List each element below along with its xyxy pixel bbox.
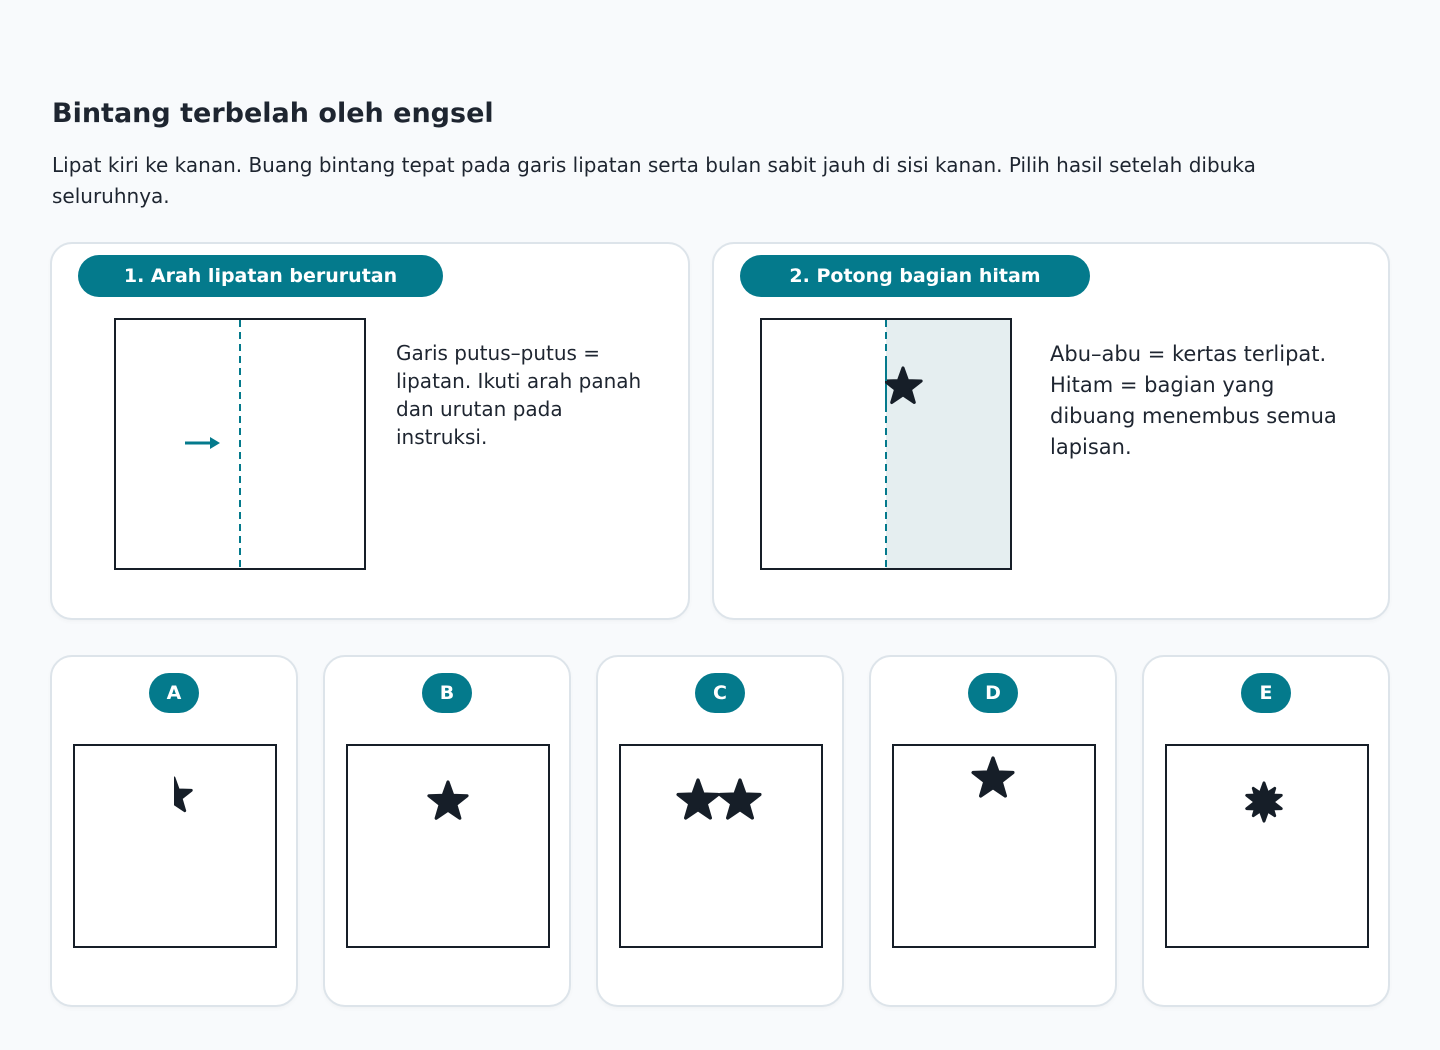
option-label-e: E	[1241, 673, 1291, 713]
fold-direction-panel	[50, 242, 690, 620]
option-c-result	[619, 744, 823, 948]
option-card-a[interactable]	[50, 655, 298, 1007]
option-label-a: A	[149, 673, 199, 713]
option-d-result	[892, 744, 1096, 948]
option-e-result	[1165, 744, 1369, 948]
option-label-d: D	[968, 673, 1018, 713]
option-card-d[interactable]	[869, 655, 1117, 1007]
option-card-c[interactable]	[596, 655, 844, 1007]
panel-header-fold-direction: 1. Arah lipatan berurutan	[78, 255, 443, 297]
option-label-b: B	[422, 673, 472, 713]
cut-diagram	[760, 318, 1012, 570]
option-card-e[interactable]	[1142, 655, 1390, 1007]
fold-diagram	[114, 318, 366, 570]
instruction-text: Lipat kiri ke kanan. Buang bintang tepat pada garis lipatan serta bulan sabit jauh di sisi kanan. Pilih hasil setelah dibuka seluruhnya.	[52, 153, 1256, 208]
folded-area	[886, 320, 1010, 568]
page-title: Bintang terbelah oleh engsel	[52, 98, 494, 129]
cut-panel	[712, 242, 1390, 620]
option-card-b[interactable]	[323, 655, 571, 1007]
fold-legend-text: Garis putus–putus = lipatan. Ikuti arah panah dan urutan pada instruksi.	[396, 341, 642, 449]
option-b-result	[346, 744, 550, 948]
option-a-result	[73, 744, 277, 948]
panel-header-cut: 2. Potong bagian hitam	[740, 255, 1090, 297]
option-label-c: C	[695, 673, 745, 713]
cut-legend-text: Abu–abu = kertas terlipat. Hitam = bagian yang dibuang menembus semua lapisan.	[1050, 342, 1337, 459]
